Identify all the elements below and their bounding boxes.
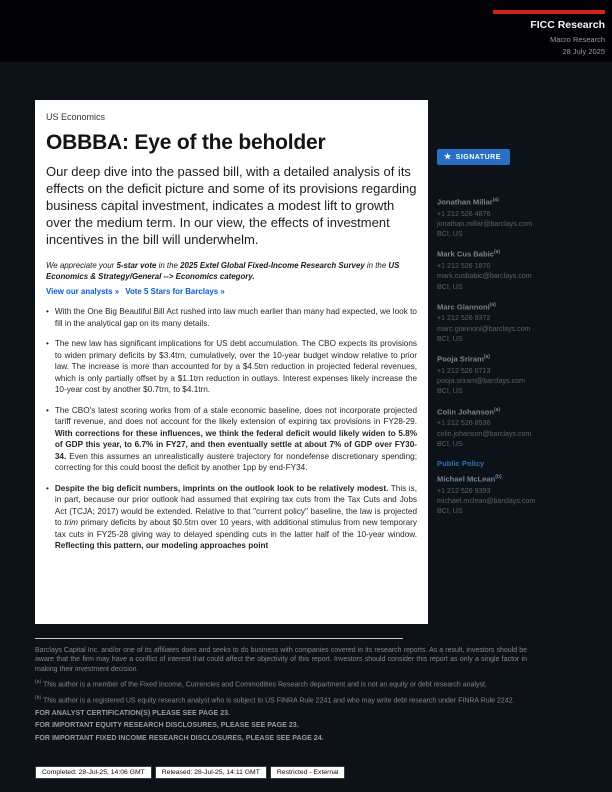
analyst-card-colin-johanson	[437, 407, 589, 449]
promo-links	[46, 287, 417, 296]
brand-accent-bar	[493, 10, 605, 14]
analyst-card-michael-mclean	[437, 474, 589, 516]
analyst-name: Michael McLean$^{(b)}$	[437, 474, 502, 484]
analyst-email[interactable]: michael.mclean@barclays.com	[437, 496, 536, 505]
analyst-name: Marc Giannoni$^{(a)}$	[437, 301, 496, 312]
section-eyebrow: US Economics	[46, 112, 106, 122]
analyst-phone: +1 212 526 9393	[437, 486, 491, 495]
footnote-marker: (b)	[495, 474, 502, 481]
bullet-icon: •	[46, 405, 49, 415]
footnote-marker: (a)	[492, 197, 499, 203]
analyst-card-marc-giannoni	[437, 302, 589, 344]
bullet-icon: •	[46, 339, 49, 348]
analyst-email[interactable]: jonathan.millar@barclays.com	[437, 219, 533, 228]
footnote-a-text: This author is a member of the Fixed Income, Currencies and Commodities Research department and is not an equity or debt research analyst.	[42, 681, 487, 689]
research-division: Macro Research	[549, 35, 605, 44]
key-point-text: With the One Big Beautiful Bill Act rushed into law much earlier than many had expected, we look to fill in the analytical gap on its many details.	[54, 307, 417, 328]
key-point-text: The new law has significant implications for US debt accumulation. The CBO expects its provisions to widen primary deficits by $3.4trn, cumulatively, over the 10-year budget window relative to prior law. The increase is more than accounted for by a $4.5trn reduction in projected federal revenues, which is only partially offset by a $1.1trn reduction in outlays. Interest expenses likely increase the 10-year cost by another $0.7trn, to $4.1trn.	[54, 339, 417, 394]
analyst-name: Colin Johanson$^{(a)}$	[437, 406, 501, 417]
footnote-a-marker: (a)	[35, 678, 42, 685]
bullet-icon: •	[46, 483, 49, 493]
report-lede: Our deep dive into the passed bill, with a detailed analysis of its effects on the deficit picture and some of its provisions regarding business capital investment, indicates a modest lift to growth over the medium term. In our view, the effects of investment incentives in the bill will underwhelm.	[46, 164, 417, 247]
analyst-entity: BCI, US	[437, 439, 463, 448]
analyst-phone: +1 212 526 1870	[437, 261, 491, 270]
key-point-1	[46, 306, 417, 329]
analyst-name: Pooja Sriram$^{(a)}$	[437, 354, 490, 364]
survey-promo: We appreciate your 5-star vote in the 2025 Extel Global Fixed-Income Research Survey in the US Economics & Strategy/General --> Economics category.	[46, 261, 400, 281]
equity-disclosures-note: FOR IMPORTANT EQUITY RESEARCH DISCLOSURES, PLEASE SEE PAGE 23.	[35, 721, 299, 730]
analyst-phone: +1 212 526 8536	[437, 419, 491, 428]
analyst-card-jonathan-millar	[437, 197, 589, 239]
footnote-a	[35, 678, 527, 690]
footnote-b	[35, 694, 527, 706]
report-date: 28 July 2025	[562, 47, 605, 56]
analyst-name: Jonathan Millar$^{(a)}$	[437, 197, 499, 207]
key-point-text: The CBO's latest scoring works from of a stale economic baseline, does not incorporate projected tariff revenue, and does not account for the likely extension of expiring tax provisions in FY28-29. With corrections for these influences, we think the federal deficit would likely widen to 5.8% of GDP this year, to 6.7% in FY27, and then eventually settle at about 7% of GDP over FY30-34. Even this assumes an unrealistically austere trajectory for nondefense discretionary spending; correcting for this could boost the deficit by another 1pp by end-FY34.	[54, 405, 417, 472]
star-icon: ★	[444, 152, 452, 161]
analyst-phone: +1 212 526 4876	[437, 209, 491, 218]
key-point-2	[46, 338, 417, 396]
masthead-right	[493, 10, 605, 56]
masthead	[0, 0, 612, 62]
analyst-email[interactable]: mark.cusbabic@barclays.com	[437, 272, 532, 281]
footnote-marker: (a)	[493, 249, 501, 256]
key-point-4	[46, 483, 417, 552]
analyst-card-mark-cus-babic	[437, 249, 589, 291]
view-analysts-link[interactable]: View our analysts »	[46, 287, 120, 296]
divider	[35, 638, 403, 639]
completed-timestamp: Completed: 28-Jul-25, 14:06 GMT	[35, 766, 152, 779]
report-title: OBBBA: Eye of the beholder	[46, 131, 326, 154]
brand-title: FICC Research	[530, 19, 605, 31]
vote-5-stars-link[interactable]: Vote 5 Stars for Barclays »	[125, 287, 225, 296]
document-status-bar	[35, 766, 345, 779]
key-point-text: Despite the big deficit numbers, imprints on the outlook look to be relatively modest. This is, in part, because our prior outlook had assumed that expiring tax cuts from the Tax Cuts and Jobs Act (TCJA; 2017) would be extended. Relative to that "current policy" baseline, the law is projected to trim primary deficits by about $0.5trn over 10 years, with additional stimulus from new temporary tax cuts in FY25-28 giving way to delayed spending cuts in the latter half of the 10-year window. Reflecting this pattern, our modeling approaches point	[54, 483, 418, 550]
public-policy-heading: Public Policy	[437, 459, 485, 469]
key-points-list	[46, 306, 417, 552]
analyst-entity: BCI, US	[437, 334, 463, 343]
analyst-entity: BCI, US	[437, 230, 463, 239]
analyst-phone: +1 212 526 0713	[437, 366, 491, 375]
report-summary-card	[35, 100, 428, 624]
analyst-card-pooja-sriram	[437, 354, 589, 396]
signature-badge-label: SIGNATURE	[455, 153, 501, 161]
analyst-certification-note: FOR ANALYST CERTIFICATION(S) PLEASE SEE PAGE 23.	[35, 709, 231, 718]
analyst-email[interactable]: pooja.sriram@barclays.com	[437, 377, 526, 386]
footnote-marker: (a)	[493, 406, 501, 413]
analyst-entity: BCI, US	[437, 387, 463, 396]
bullet-icon: •	[46, 307, 49, 316]
signature-badge	[437, 149, 510, 165]
footnote-b-text: This author is a registered US equity research analyst who is subject to US FINRA Rule 2241 and who may write debt research under FINRA Rule 2242.	[42, 696, 515, 704]
analyst-panel	[437, 197, 589, 527]
conflict-of-interest-disclosure: Barclays Capital Inc. and/or one of its affiliates does and seeks to do business with companies covered in its research reports. As a result, investors should be aware that the firm may have a conflict of interest that could affect the objectivity of this report. Investors should consider this report as only a single factor in making their investment decision.	[35, 647, 527, 673]
footnote-marker: (a)	[483, 354, 490, 361]
analyst-entity: BCI, US	[437, 282, 463, 291]
analyst-email[interactable]: colin.johanson@barclays.com	[437, 429, 532, 438]
disclosures-footer	[35, 638, 527, 746]
released-timestamp: Released: 28-Jul-25, 14:11 GMT	[155, 766, 267, 779]
analyst-entity: BCI, US	[437, 507, 463, 516]
footnote-marker: (a)	[489, 301, 496, 308]
analyst-phone: +1 212 526 9372	[437, 314, 491, 323]
analyst-name: Mark Cus Babic$^{(a)}$	[437, 249, 501, 259]
footnote-b-marker: (b)	[35, 694, 42, 701]
analyst-email[interactable]: marc.giannoni@barclays.com	[437, 324, 531, 333]
key-point-3	[46, 405, 417, 474]
restriction-label: Restricted - External	[270, 766, 346, 779]
fixed-income-disclosures-note: FOR IMPORTANT FIXED INCOME RESEARCH DISCLOSURES, PLEASE SEE PAGE 24.	[35, 733, 324, 742]
